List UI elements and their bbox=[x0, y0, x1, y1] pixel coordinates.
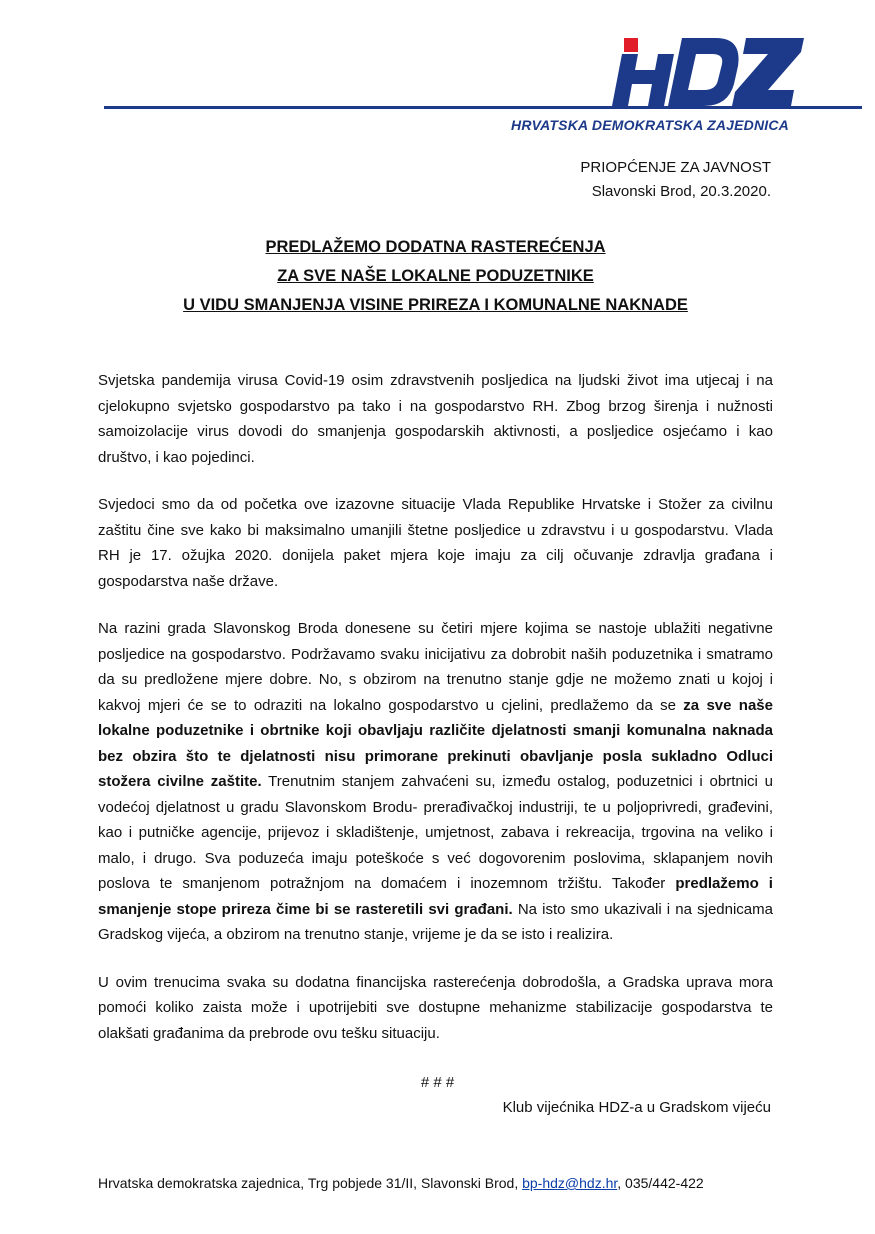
title-line-1: PREDLAŽEMO DODATNA RASTEREĆENJA bbox=[265, 238, 606, 256]
title-line-3: U VIDU SMANJENJA VISINE PRIREZA I KOMUNALNE NAKNADE bbox=[183, 296, 688, 314]
footer-contact bbox=[98, 1173, 704, 1193]
paragraph-3-part-e: Na isto smo ukazivali i na sjednicama Gradskog vijeća, a obzirom na trenutno stanje, vrijeme je da se isto i realizira. bbox=[98, 900, 773, 943]
release-type: PRIOPĆENJE ZA JAVNOST bbox=[580, 159, 771, 176]
hdz-logo-graphic bbox=[612, 36, 808, 108]
paragraph-3-part-a: Na razini grada Slavonskog Broda donesene su četiri mjere kojima se nastoje ublažiti negativne posljedice na gospodarstvo. Podržavamo svaku inicijativu za dobrobit naših poduzetnika i smatramo da su predložene mjere dobre. No, s obzirom na trenutno stanje gdje ne možemo znati u kojoj i kakvoj mjeri će se to odraziti na lokalno gospodarstvo u cjelini, predlažemo da se bbox=[98, 620, 773, 714]
footer-email-link[interactable]: bp-hdz@hdz.hr bbox=[522, 1175, 618, 1191]
paragraph-3 bbox=[98, 616, 773, 948]
organization-name: HRVATSKA DEMOKRATSKA ZAJEDNICA bbox=[511, 117, 789, 133]
paragraph-3-bold-surtax: predlažemo i smanjenje stope prireza čime bi se rasteretili svi građani. bbox=[98, 875, 773, 918]
footer-address: Hrvatska demokratska zajednica, Trg pobjede 31/II, Slavonski Brod, bbox=[98, 1175, 523, 1191]
paragraph-1: Svjetska pandemija virusa Covid-19 osim zdravstvenih posljedica na ljudski život ima utjecaj i na cjelokupno svjetsko gospodarstvo pa tako i na gospodarstvo RH. Zbog brzog širenja i nužnosti samoizolacije virus dovodi do smanjenja gospodarskih aktivnosti, a posljedice osjećamo i kao društvo, i kao pojedinci. bbox=[98, 372, 773, 466]
release-place-date: Slavonski Brod, 20.3.2020. bbox=[591, 183, 771, 200]
title-line-2: ZA SVE NAŠE LOKALNE PODUZETNIKE bbox=[277, 267, 594, 285]
signature: Klub vijećnika HDZ-a u Gradskom vijeću bbox=[502, 1099, 771, 1116]
paragraph-4: U ovim trenucima svaka su dodatna financijska rasterećenja dobrodošla, a Gradska uprava mora pomoći koliko zaista može i upotrijebiti sve dostupne mehanizme stabilizacije gospodarstva te olakšati građanima da prebrode ovu tešku situaciju. bbox=[98, 973, 773, 1042]
hdz-logo bbox=[612, 36, 808, 108]
release-title bbox=[98, 233, 773, 320]
end-marker: # # # bbox=[420, 1074, 455, 1091]
release-meta bbox=[580, 156, 771, 204]
header-divider bbox=[104, 106, 862, 109]
release-body bbox=[98, 368, 773, 1068]
paragraph-3-part-c: Trenutnim stanjem zahvaćeni su, između ostalog, poduzetnici i obrtnici u vodećoj djelatnost u gradu Slavonskom Brodu- prerađivačkoj industriji, te u poljoprivredi, građevini, kao i putničke agencije, prijevoz i skladištenje, umjetnost, zabava i rekreacija, trgovina na veliko i malo, i drugo. Sva poduzeća imaju poteškoće s već dogovorenim poslovima, sklapanjem novih poslova te smanjenom potražnjom na domaćem i inozemnom tržištu. Također bbox=[98, 773, 773, 892]
footer-phone: , 035/442-422 bbox=[617, 1175, 704, 1191]
paragraph-2: Svjedoci smo da od početka ove izazovne situacije Vlada Republike Hrvatske i Stožer za civilnu zaštitu čine sve kako bi maksimalno umanjili štetne posljedice u zdravstvu i u gospodarstvu. Vlada RH je 17. ožujka 2020. donijela paket mjera koje imaju za cilj očuvanje zdravlja građana i gospodarstva naše države. bbox=[98, 496, 773, 590]
paragraph-3-bold-proposal: za sve naše lokalne poduzetnike i obrtnike koji obavljaju različite djelatnosti smanji komunalna naknada bez obzira što te djelatnosti nisu primorane prekinuti obavljanje posla sukladno Odluci stožera civilne zaštite. bbox=[98, 696, 773, 790]
